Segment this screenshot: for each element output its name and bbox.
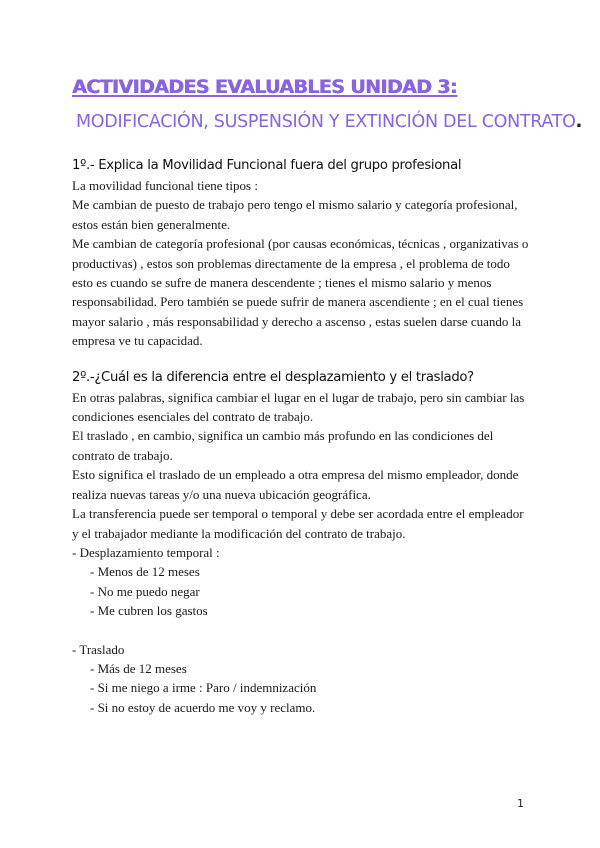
list-item: - No me puedo negar [90,583,200,599]
list-item: - Si me niego a irme : Paro / indemnización [90,680,317,696]
list-item: - Menos de 12 meses [90,564,200,580]
subtitle-text: MODIFICACIÓN, SUSPENSIÓN Y EXTINCIÓN DEL CONTRATO [76,112,576,132]
list-item: - Si no estoy de acuerdo me voy y reclamo. [90,699,316,715]
question-2-paragraph: La transferencia puede ser temporal o temporal y debe ser acordada entre el empleador y el trabajador mediante la modificación del contrato de trabajo. [72,506,524,541]
list-item: - Me cubren los gastos [90,603,208,619]
list-item: - Más de 12 meses [90,660,187,676]
page-number: 1 [517,797,524,810]
question-1-heading: 1º.- Explica la Movilidad Funcional fuera del grupo profesional [72,158,462,173]
document-title: ACTIVIDADES EVALUABLES UNIDAD 3: [72,76,457,98]
question-1-paragraph: La movilidad funcional tiene tipos : [72,178,258,193]
question-1-paragraph: Me cambian de categoría profesional (por causas económicas, técnicas , organizativas o productivas) , estos son problemas directamente de la empresa , el problema de todo esto es cuando se sufre de manera descendente ; tienes el mismo salario y menos responsabilidad. Pero también se puede sufrir de manera ascendiente ; en el cual tienes mayor salario , más responsabilidad y derecho a ascenso , estas suelen darse cuando la empresa ve tu capacidad. [72,236,529,349]
list-label-desplazamiento: - Desplazamiento temporal : [72,544,220,560]
document-subtitle [76,112,582,132]
question-2-paragraph: En otras palabras, significa cambiar el lugar en el lugar de trabajo, pero sin cambiar las condiciones esenciales del contrato de trabajo. [72,389,525,425]
document-body [72,156,532,717]
question-1-paragraph: Me cambian de puesto de trabajo pero tengo el mismo salario y categoría profesional, estos están bien generalmente. [72,197,518,232]
question-2-paragraph: Esto significa el traslado de un empleado a otra empresa del mismo empleador, donde realiza nuevas tareas y/o una nueva ubicación geográfica. [72,467,519,502]
subtitle-period: . [575,112,582,132]
list-label-traslado: - Traslado [72,641,125,657]
question-2-paragraph: El traslado , en cambio, significa un cambio más profundo en las condiciones del contrato de trabajo. [72,428,494,463]
question-2-heading: 2º.-¿Cuál es la diferencia entre el desplazamiento y el traslado? [72,369,474,385]
